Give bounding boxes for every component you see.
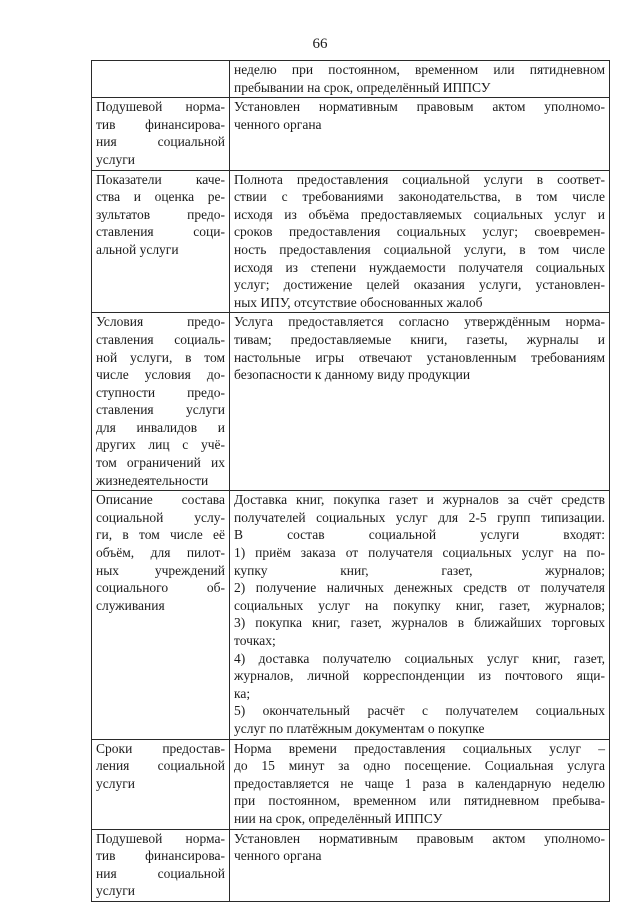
row-label-line: других лиц с учё- xyxy=(96,437,225,453)
row-description-line: сроков предоставления социальных услуг; своевремен- xyxy=(234,224,605,240)
row-description-line: В состав социальной услуги входят: xyxy=(234,527,605,543)
row-label xyxy=(92,829,230,901)
row-description-line: Доставка книг, покупка газет и журналов за счёт средств xyxy=(234,492,605,508)
row-label-line: Сроки предостав- xyxy=(96,740,225,756)
row-label-line: альной услуги xyxy=(96,241,179,257)
row-description-line: Услуга предоставляется согласно утверждённым норма- xyxy=(234,314,605,330)
row-description xyxy=(230,313,610,491)
row-description-line: при постоянном, временном или пятидневном пребыва- xyxy=(234,793,605,809)
row-description-line: 2) получение наличных денежных средств от получателя xyxy=(234,580,605,596)
row-description xyxy=(230,170,610,313)
row-description-line: ных ИПУ, отсутствие обоснованных жалоб xyxy=(234,294,483,310)
row-description-line: неделю при постоянном, временном или пятидневном xyxy=(234,62,605,77)
row-description-line: нии на срок, определённый ИППСУ xyxy=(234,810,443,826)
row-description xyxy=(230,491,610,739)
row-label-line: ной услуги, в том xyxy=(96,349,225,365)
row-description-line: до 15 минут за одно посещение. Социальная услуга xyxy=(234,758,605,774)
row-label-line: ства и оценка ре- xyxy=(96,189,225,205)
row-description-line: тивам; предоставляемые книги, газеты, журналы и xyxy=(234,331,605,347)
row-label-line: объём, для пилот- xyxy=(96,545,225,561)
service-table xyxy=(91,60,610,902)
row-description-line: Полнота предоставления социальной услуги в соответ- xyxy=(234,171,605,187)
row-label xyxy=(92,313,230,491)
row-description-line: 3) покупка книг, газет, журналов в ближайших торговых xyxy=(234,615,605,631)
row-description-line: исходя из степени нуждаемости получателя социальных xyxy=(234,259,605,275)
row-description-line: ченного органа xyxy=(234,116,322,132)
row-label-line: ставления услуги xyxy=(96,402,225,418)
row-label-line: социальной услу- xyxy=(96,509,225,525)
table-row xyxy=(92,170,610,313)
row-description-line: социальных услуг на покупку книг, газет, журналов; xyxy=(234,597,605,613)
row-description-line: ка; xyxy=(234,685,251,701)
table-row xyxy=(92,829,610,901)
row-label-line: услуги xyxy=(96,151,135,167)
row-label xyxy=(92,98,230,170)
row-description-line: пребывании на срок, определённый ИППСУ xyxy=(234,79,491,95)
row-description xyxy=(230,98,610,170)
row-description-line: Норма времени предоставления социальных услуг – xyxy=(234,740,605,756)
row-label xyxy=(92,170,230,313)
row-description-line: предоставляется не чаще 1 раза в календарную неделю xyxy=(234,775,605,791)
row-label-line: ных учреждений xyxy=(96,562,225,578)
row-label-line: ния социальной xyxy=(96,865,225,881)
row-label-line: том ограничений их xyxy=(96,455,225,471)
row-label-line: ги, в том числе её xyxy=(96,527,225,543)
row-description-line: журналов, личной корреспонденции из почтового ящи- xyxy=(234,668,605,684)
row-description-line: безопасности к данному виду продукции xyxy=(234,367,471,383)
row-label-line: социального об- xyxy=(96,580,225,596)
row-description xyxy=(230,61,610,98)
row-label-line: Подушевой норма- xyxy=(96,830,225,846)
row-description-line: получателей социальных услуг для 2-5 групп типизации. xyxy=(234,509,605,525)
row-label-line: Показатели каче- xyxy=(96,171,225,187)
row-label-line: для инвалидов и xyxy=(96,419,225,435)
row-label-line: тив финансирова- xyxy=(96,848,225,864)
row-description-line: услуг по платёжным документам о покупке xyxy=(234,720,485,736)
row-label-line: зультатов предо- xyxy=(96,206,225,222)
row-label-line: ставления социаль- xyxy=(96,331,225,347)
row-label xyxy=(92,61,230,98)
row-label xyxy=(92,739,230,829)
page-number: 66 xyxy=(312,36,328,52)
row-label xyxy=(92,491,230,739)
row-label-line: услуги xyxy=(96,883,135,899)
row-description-line: исходя из объёма предоставляемых социальных услуг и xyxy=(234,206,605,222)
row-label-line: ставления соци- xyxy=(96,224,225,240)
row-label-line: жизнедеятельности xyxy=(96,472,209,488)
table-row xyxy=(92,61,610,98)
row-description-line: Установлен нормативным правовым актом уполномо- xyxy=(234,830,605,846)
row-description-line: ствии с требованиями законодательства, в том числе xyxy=(234,189,605,205)
row-label-line: ления социальной xyxy=(96,758,225,774)
row-description-line: ченного органа xyxy=(234,848,322,864)
row-description-line: Установлен нормативным правовым актом уполномо- xyxy=(234,99,605,115)
row-description-line: точках; xyxy=(234,633,276,648)
row-description xyxy=(230,739,610,829)
row-description-line: настольные игры отвечают установленным требованиям xyxy=(234,349,605,365)
row-label-line: ступности предо- xyxy=(96,384,225,400)
row-label-line: услуги xyxy=(96,775,135,791)
row-description-line: 1) приём заказа от получателя социальных услуг на по- xyxy=(234,545,605,561)
row-description-line: 4) доставка получателю социальных услуг книг, газет, xyxy=(234,650,605,666)
row-label-line: ния социальной xyxy=(96,134,225,150)
row-label-line: Описание состава xyxy=(96,492,225,508)
row-label-line: Подушевой норма- xyxy=(96,99,225,115)
row-description-line: купку книг, газет, журналов; xyxy=(234,562,605,578)
row-label-line: тив финансирова- xyxy=(96,116,225,132)
row-description-line: 5) окончательный расчёт с получателем социальных xyxy=(234,703,605,719)
row-label-line: Условия предо- xyxy=(96,314,225,330)
table-row xyxy=(92,739,610,829)
row-description xyxy=(230,829,610,901)
row-description-line: ность предоставления социальной услуги, в том числе xyxy=(234,241,605,257)
row-description-line: услуг; достижение целей оказания услуги, установлен- xyxy=(234,277,605,293)
row-label-line: служивания xyxy=(96,597,165,613)
table-row xyxy=(92,491,610,739)
table-row xyxy=(92,313,610,491)
table-row xyxy=(92,98,610,170)
row-label-line: числе условия до- xyxy=(96,367,225,383)
